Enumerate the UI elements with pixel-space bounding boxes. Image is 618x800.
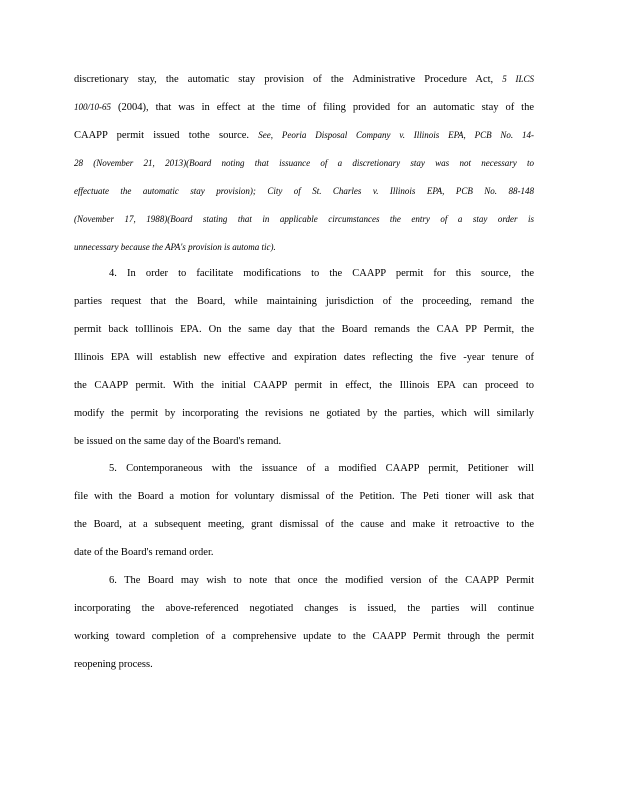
paragraph-6-line: reopening process. xyxy=(74,659,153,670)
paragraph-4-line: modify the permit by incorporating the revisions ne gotiated by the parties, which will similarly xyxy=(74,408,534,419)
text-line: 28 (November 21, 2013)(Board noting that issuance of a discretionary stay was not necessary to xyxy=(74,158,534,168)
paragraph-6-line: working toward completion of a comprehensive update to the CAAPP Permit through the permit xyxy=(74,631,534,642)
text-line: unnecessary because the APA's provision is automa tic). xyxy=(74,242,276,252)
paragraph-4-line: the CAAPP permit. With the initial CAAPP permit in effect, the Illinois EPA can proceed to xyxy=(74,380,534,391)
text-span: (2004), that was in effect at the time of filing provided for an automatic stay of the xyxy=(117,102,535,113)
paragraph-4-line: 4. In order to facilitate modifications to the CAAPP permit for this source, the xyxy=(109,268,534,279)
citation-text: 100/10-65 xyxy=(74,102,111,112)
paragraph-6-line: incorporating the above-referenced negotiated changes is issued, the parties will continue xyxy=(74,603,534,614)
text-line xyxy=(74,100,534,114)
citation-text: 5 ILCS xyxy=(502,74,534,84)
text-span: discretionary stay, the automatic stay provision of the Administrative Procedure Act, xyxy=(74,74,494,85)
paragraph-4-line: Illinois EPA will establish new effective and expiration dates reflecting the five -year tenure of xyxy=(74,352,534,363)
text-line xyxy=(74,128,534,142)
text-line: effectuate the automatic stay provision); City of St. Charles v. Illinois EPA, PCB No. 88-148 xyxy=(74,186,534,196)
paragraph-5-line: file with the Board a motion for voluntary dismissal of the Petition. The Peti tioner will ask that xyxy=(74,491,534,502)
paragraph-5-line: 5. Contemporaneous with the issuance of a modified CAAPP permit, Petitioner will xyxy=(109,463,534,474)
text-line: (November 17, 1988)(Board stating that in applicable circumstances the entry of a stay order is xyxy=(74,214,534,224)
paragraph-4-line: parties request that the Board, while maintaining jurisdiction of the proceeding, remand the xyxy=(74,296,534,307)
text-line xyxy=(74,72,534,86)
paragraph-4-line: permit back toIllinois EPA. On the same day that the Board remands the CAA PP Permit, the xyxy=(74,324,534,335)
paragraph-4-line: be issued on the same day of the Board's remand. xyxy=(74,436,282,447)
paragraph-5-line: the Board, at a subsequent meeting, grant dismissal of the cause and make it retroactive to the xyxy=(74,519,534,530)
paragraph-6-line: 6. The Board may wish to note that once the modified version of the CAAPP Permit xyxy=(109,575,534,586)
text-span: CAAPP permit issued tothe source. xyxy=(74,130,250,141)
citation-text: See, Peoria Disposal Company v. Illinois EPA, PCB No. 14- xyxy=(258,130,535,140)
paragraph-5-line: date of the Board's remand order. xyxy=(74,547,214,558)
